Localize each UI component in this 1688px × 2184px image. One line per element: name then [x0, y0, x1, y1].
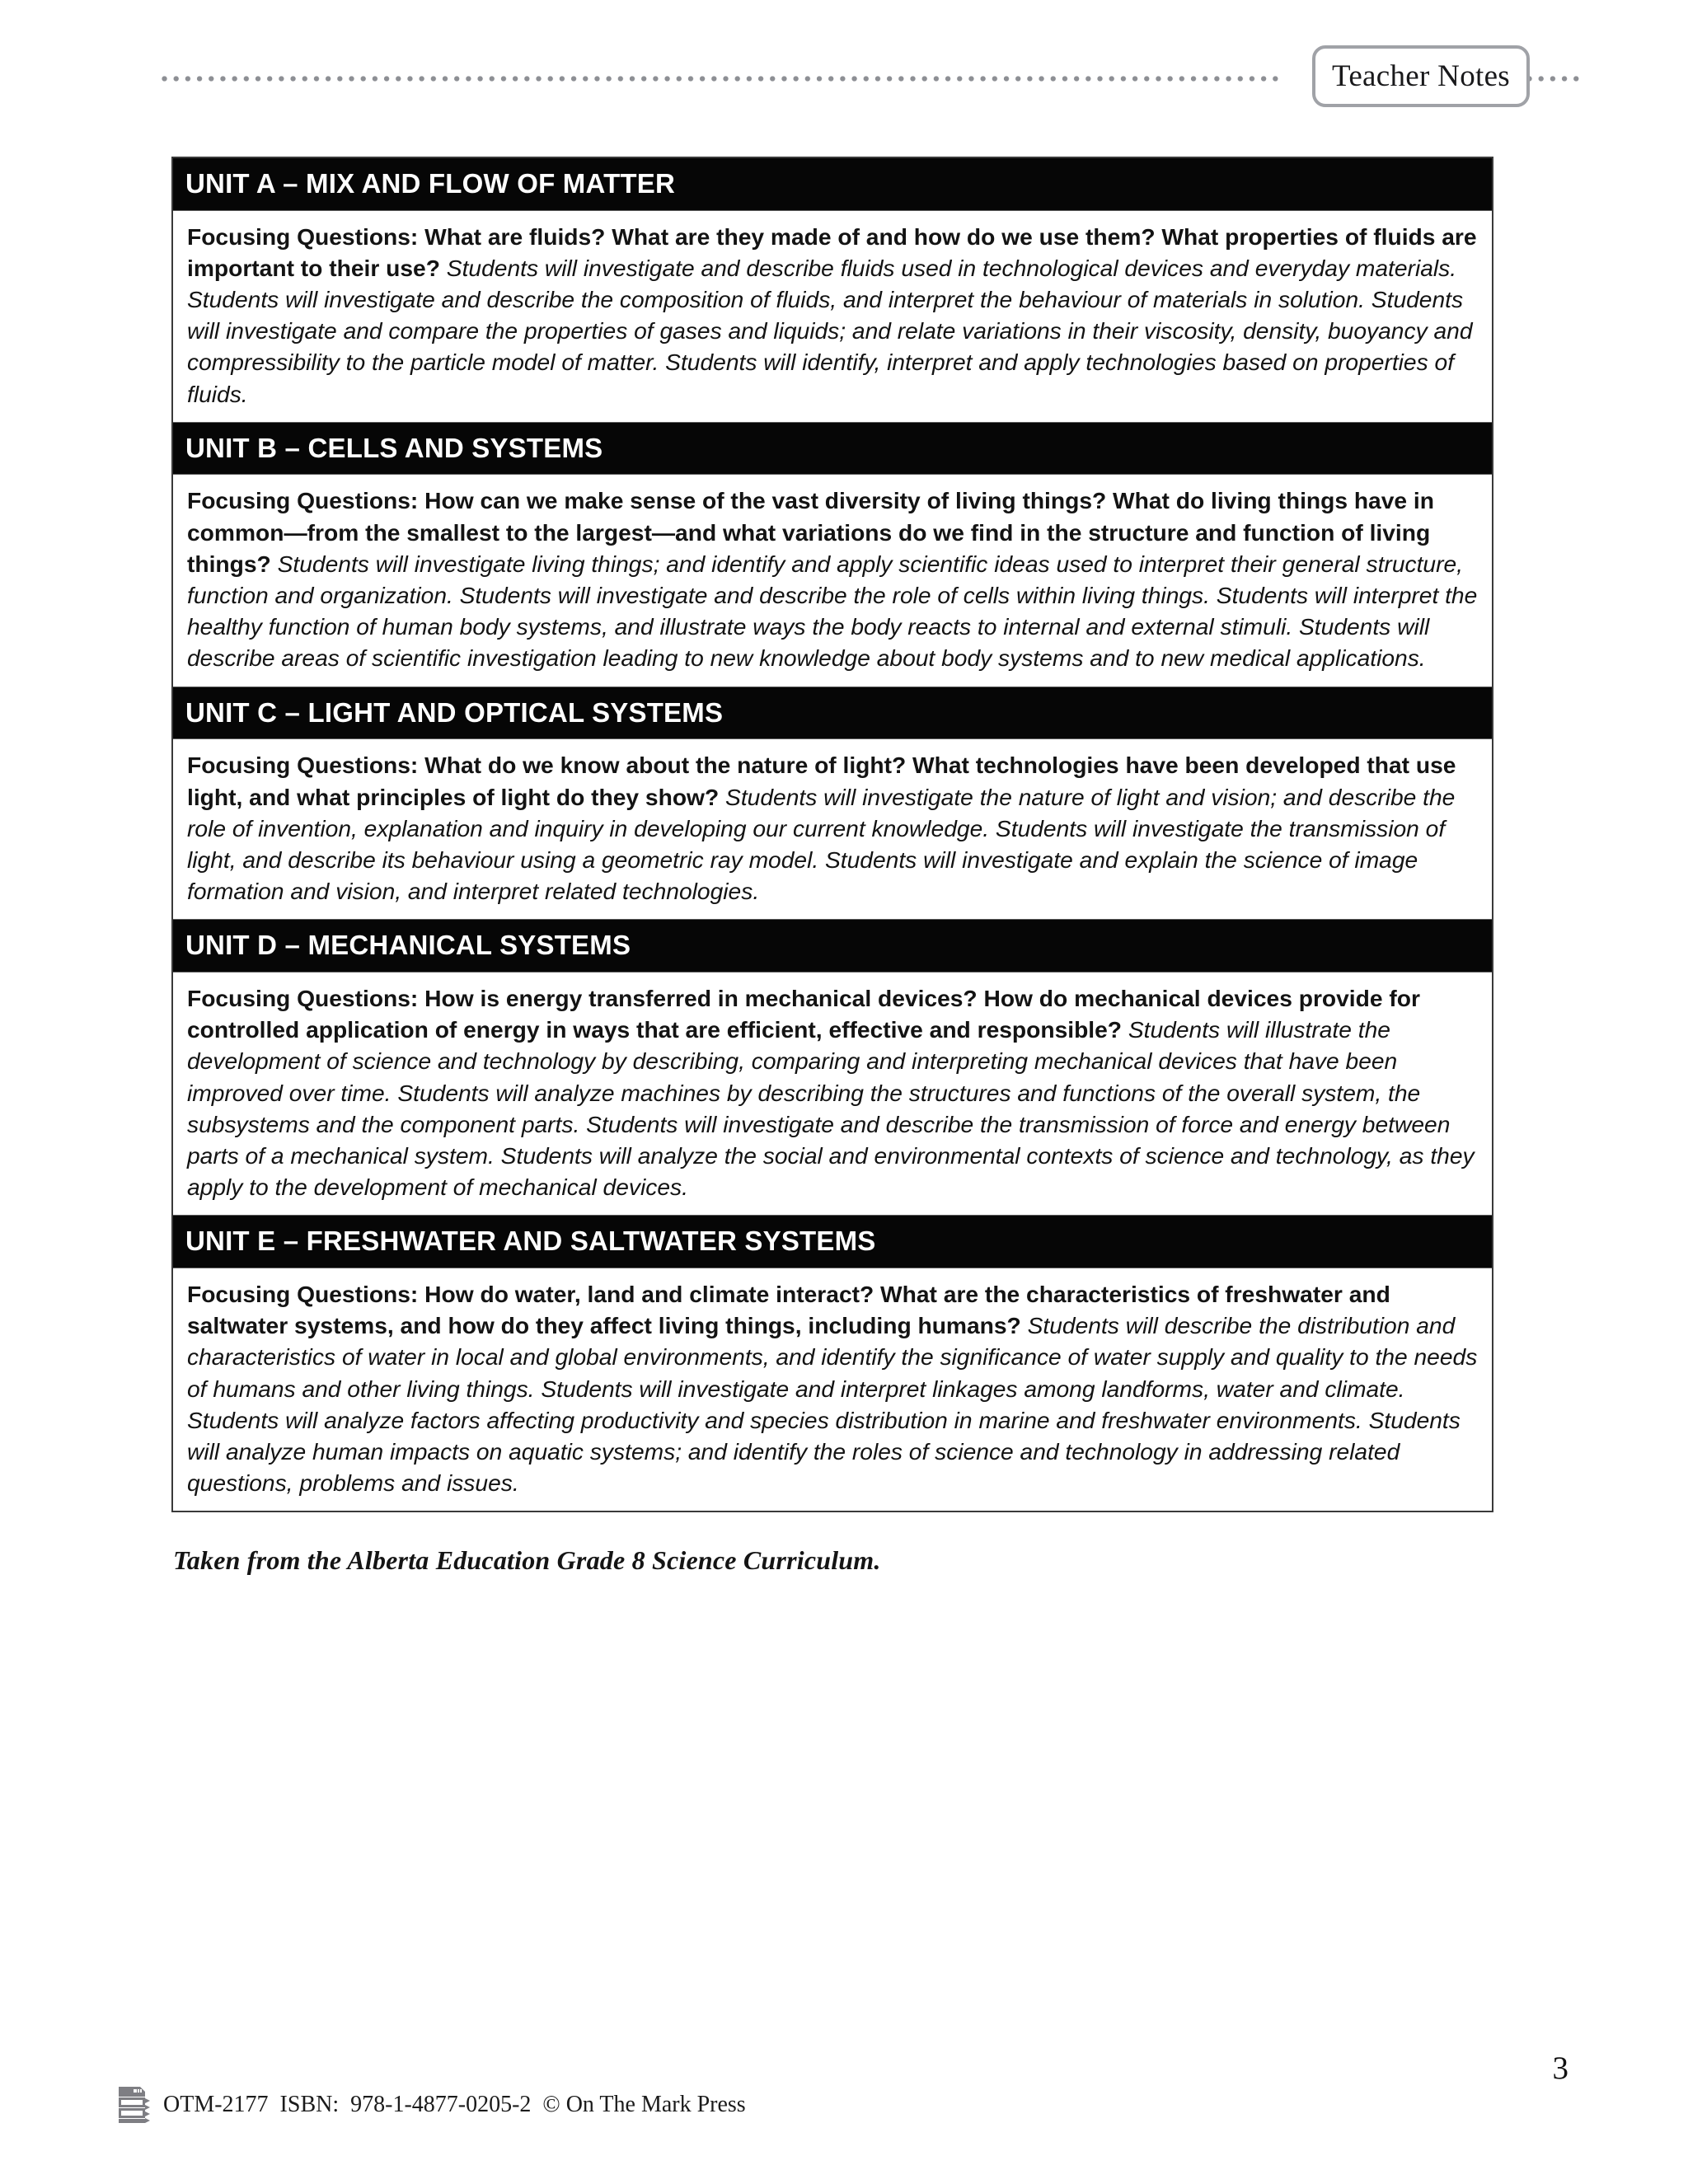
unit-b-focusing-questions: Focusing Questions: How can we make sense of the vast diversity of living things? What do living things have in common—from the smallest to the largest—and what variations do we find in the structure and function of living things? — [187, 487, 1434, 577]
unit-a-focusing-questions: Focusing Questions: What are fluids? What are they made of and how do we use them? What properties of fluids are important to their use? — [187, 223, 1477, 281]
footer-copyright: © On The Mark Press — [542, 2092, 746, 2117]
unit-d-header: UNIT D – MECHANICAL SYSTEMS — [173, 920, 1492, 972]
unit-block-d — [173, 920, 1492, 1216]
footer-product-code: OTM-2177 — [163, 2092, 269, 2117]
unit-e-body — [173, 1268, 1492, 1511]
unit-c-description: Students will investigate the nature of light and vision; and describe the role of invention, explanation and inquiry in developing our current knowledge. Students will investigate the transmission of light, and describe its behaviour using a geometric ray model. Students will investigate and explain the science of image formation and vision, and interpret related technologies. — [187, 783, 1456, 905]
dotted-rule-right-icon — [1526, 76, 1582, 82]
page-number: 3 — [1552, 2050, 1568, 2086]
dotted-rule-left-icon — [162, 76, 1281, 82]
unit-block-c — [173, 687, 1492, 921]
unit-d-description: Students will illustrate the development of science and technology by describing, comparing and interpreting mechanical devices that have been improved over time. Students will analyze machines by describing the structures and functions of the overall system, the subsystems and the component parts. Students will investigate and describe the transmission of force and energy between parts of a mechanical system. Students will analyze the social and environmental contexts of science and technology, as they apply to the development of mechanical devices. — [187, 1016, 1475, 1201]
unit-b-header: UNIT B – CELLS AND SYSTEMS — [173, 423, 1492, 475]
unit-block-e — [173, 1216, 1492, 1511]
unit-e-focusing-questions: Focusing Questions: How do water, land and climate interact? What are the characteristics of freshwater and saltwater systems, and how do they affect living things, including humans? — [187, 1281, 1390, 1339]
unit-block-a — [173, 158, 1492, 423]
teacher-notes-tab — [1312, 45, 1530, 107]
unit-b-description: Students will investigate living things; and identify and apply scientific ideas used to interpret their general structure, function and organization. Students will investigate and describe the role of cells within living things. Students will interpret the healthy function of human body systems, and illustrate ways the body reacts to internal and external stimuli. Students will describe areas of scientific investigation leading to new knowledge about body systems and to new medical applications. — [187, 550, 1478, 672]
printer-icon — [115, 2085, 152, 2125]
unit-a-description: Students will investigate and describe fluids used in technological devices and everyday materials. Students will investigate and describe the composition of fluids, and interpret the behaviour of materials in solution. Students will investigate and compare the properties of gases and liquids; and relate variations in their viscosity, density, buoyancy and compressibility to the particle model of matter. Students will identify, interpret and apply technologies based on properties of fluids. — [187, 254, 1473, 407]
unit-a-body — [173, 210, 1492, 423]
footer-isbn-value: 978-1-4877-0205-2 — [350, 2092, 532, 2117]
unit-c-body — [173, 738, 1492, 920]
footer-isbn-label: ISBN: — [279, 2092, 340, 2117]
unit-c-header: UNIT C – LIGHT AND OPTICAL SYSTEMS — [173, 687, 1492, 739]
page-header — [0, 0, 1688, 132]
unit-d-body — [173, 972, 1492, 1216]
unit-d-focusing-questions: Focusing Questions: How is energy transferred in mechanical devices? How do mechanical devices provide for controlled application of energy in ways that are efficient, effective and responsible? — [187, 984, 1420, 1043]
unit-block-b — [173, 423, 1492, 687]
unit-a-header: UNIT A – MIX AND FLOW OF MATTER — [173, 158, 1492, 210]
unit-e-description: Students will describe the distribution and characteristics of water in local and global environments, and identify the significance of water supply and quality to the needs of humans and other living things. Students will investigate and interpret linkages among landforms, water and climate. Students will analyze factors affecting productivity and species distribution in marine and freshwater environments. Students will analyze human impacts on aquatic systems; and identify the roles of science and technology in addressing related questions, problems and issues. — [187, 1312, 1478, 1497]
footer — [115, 2085, 746, 2125]
unit-b-body — [173, 474, 1492, 687]
units-table — [171, 157, 1493, 1512]
unit-e-header: UNIT E – FRESHWATER AND SALTWATER SYSTEMS — [173, 1216, 1492, 1268]
teacher-notes-tab-label: Teacher Notes — [1332, 59, 1510, 93]
unit-c-focusing-questions: Focusing Questions: What do we know about the nature of light? What technologies have been developed that use light, and what principles of light do they show? — [187, 752, 1456, 810]
source-attribution: Taken from the Alberta Education Grade 8 Science Curriculum. — [173, 1545, 881, 1575]
